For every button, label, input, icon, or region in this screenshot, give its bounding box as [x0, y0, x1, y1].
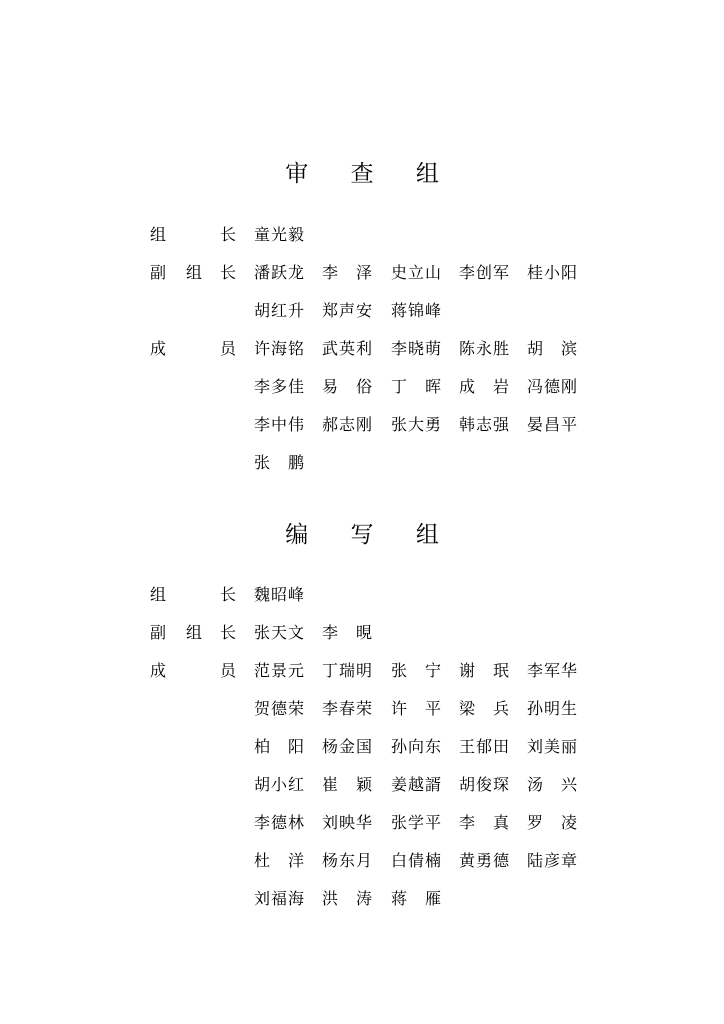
member-name: 蒋 雁 [391, 889, 441, 908]
member-name: 魏昭峰 [254, 585, 306, 604]
member-name: 汤 兴 [527, 775, 577, 794]
role-label-char: 长 [220, 585, 237, 604]
member-name: 易 俗 [322, 377, 372, 396]
member-name: 张学平 [391, 813, 443, 832]
review-group-title-char: 查 [350, 161, 374, 187]
role-label [150, 337, 240, 361]
member-name: 张大勇 [391, 415, 443, 434]
role-label [150, 697, 240, 721]
member-names [254, 849, 594, 873]
member-name: 韩志强 [459, 415, 511, 434]
member-name: 姜越諝 [391, 775, 443, 794]
member-name: 李德林 [254, 813, 306, 832]
member-names [254, 261, 594, 285]
role-label [150, 849, 240, 873]
role-label-char: 成 [150, 661, 167, 680]
writing-group-title [0, 516, 724, 549]
role-label [150, 583, 240, 607]
member-name: 胡红升 [254, 301, 306, 320]
role-label-char: 组 [150, 225, 167, 244]
member-name: 谢 珉 [459, 661, 509, 680]
member-name: 白倩楠 [391, 851, 443, 870]
role-label-char: 组 [150, 585, 167, 604]
member-names [254, 583, 594, 607]
member-name: 范景元 [254, 661, 306, 680]
writing-group-title-char: 编 [285, 522, 309, 548]
member-name: 李 泽 [322, 263, 372, 282]
member-name: 胡小红 [254, 775, 306, 794]
role-label-char: 组 [186, 263, 203, 282]
member-name: 崔 颖 [322, 775, 372, 794]
member-names [254, 887, 594, 911]
role-label-char: 副 [150, 263, 167, 282]
member-name: 杜 洋 [254, 851, 304, 870]
member-names [254, 811, 594, 835]
member-name: 梁 兵 [459, 699, 509, 718]
role-label [150, 451, 240, 475]
role-label-char: 员 [220, 339, 237, 358]
member-name: 史立山 [391, 263, 443, 282]
role-label [150, 223, 240, 247]
member-name: 李中伟 [254, 415, 306, 434]
member-name: 贺德荣 [254, 699, 306, 718]
member-name: 刘映华 [322, 813, 374, 832]
role-label [150, 887, 240, 911]
member-name: 武英利 [322, 339, 374, 358]
role-label-char: 副 [150, 623, 167, 642]
member-name: 李多佳 [254, 377, 306, 396]
writing-group-title-char: 组 [415, 522, 439, 548]
member-name: 陆彦章 [527, 851, 579, 870]
member-name: 晏昌平 [527, 415, 579, 434]
role-label [150, 413, 240, 437]
role-label-char: 成 [150, 339, 167, 358]
member-name: 陈永胜 [459, 339, 511, 358]
member-name: 王郁田 [459, 737, 511, 756]
member-name: 刘福海 [254, 889, 306, 908]
member-name: 许海铭 [254, 339, 306, 358]
role-label-char: 员 [220, 661, 237, 680]
role-label [150, 299, 240, 323]
member-name: 李军华 [527, 661, 579, 680]
role-label-char: 长 [220, 263, 237, 282]
member-name: 郝志刚 [322, 415, 374, 434]
member-names [254, 659, 594, 683]
member-name: 丁瑞明 [322, 661, 374, 680]
member-names [254, 223, 594, 247]
member-name: 丁 晖 [391, 377, 441, 396]
member-names [254, 621, 594, 645]
member-name: 李晓萌 [391, 339, 443, 358]
member-name: 黄勇德 [459, 851, 511, 870]
member-name: 罗 凌 [527, 813, 577, 832]
member-name: 成 岩 [459, 377, 509, 396]
role-label [150, 659, 240, 683]
role-label [150, 375, 240, 399]
role-label-char: 长 [220, 623, 237, 642]
member-name: 柏 阳 [254, 737, 304, 756]
member-name: 刘美丽 [527, 737, 579, 756]
member-names [254, 735, 594, 759]
member-names [254, 451, 594, 475]
role-label [150, 735, 240, 759]
member-name: 李春荣 [322, 699, 374, 718]
member-names [254, 773, 594, 797]
role-label-char: 长 [220, 225, 237, 244]
member-name: 许 平 [391, 699, 441, 718]
member-name: 桂小阳 [527, 263, 579, 282]
role-label [150, 773, 240, 797]
member-name: 李创军 [459, 263, 511, 282]
writing-group-title-char: 写 [350, 522, 374, 548]
member-name: 杨东月 [322, 851, 374, 870]
member-name: 胡俊琛 [459, 775, 511, 794]
review-group-title-char: 审 [285, 161, 309, 187]
review-group-title [0, 155, 724, 188]
role-label [150, 811, 240, 835]
member-name: 张 宁 [391, 661, 441, 680]
member-name: 李 晛 [322, 623, 372, 642]
member-name: 郑声安 [322, 301, 374, 320]
member-names [254, 375, 594, 399]
member-name: 孙向东 [391, 737, 443, 756]
member-name: 张 鹏 [254, 453, 304, 472]
member-name: 胡 滨 [527, 339, 577, 358]
member-name: 冯德刚 [527, 377, 579, 396]
member-names [254, 413, 594, 437]
review-group-title-char: 组 [415, 161, 439, 187]
member-names [254, 697, 594, 721]
member-name: 洪 涛 [322, 889, 372, 908]
member-names [254, 299, 594, 323]
member-name: 孙明生 [527, 699, 579, 718]
member-name: 童光毅 [254, 225, 306, 244]
role-label [150, 621, 240, 645]
member-name: 蒋锦峰 [391, 301, 443, 320]
member-name: 张天文 [254, 623, 306, 642]
member-name: 李 真 [459, 813, 509, 832]
member-name: 潘跃龙 [254, 263, 306, 282]
role-label-char: 组 [186, 623, 203, 642]
member-name: 杨金国 [322, 737, 374, 756]
role-label [150, 261, 240, 285]
member-names [254, 337, 594, 361]
